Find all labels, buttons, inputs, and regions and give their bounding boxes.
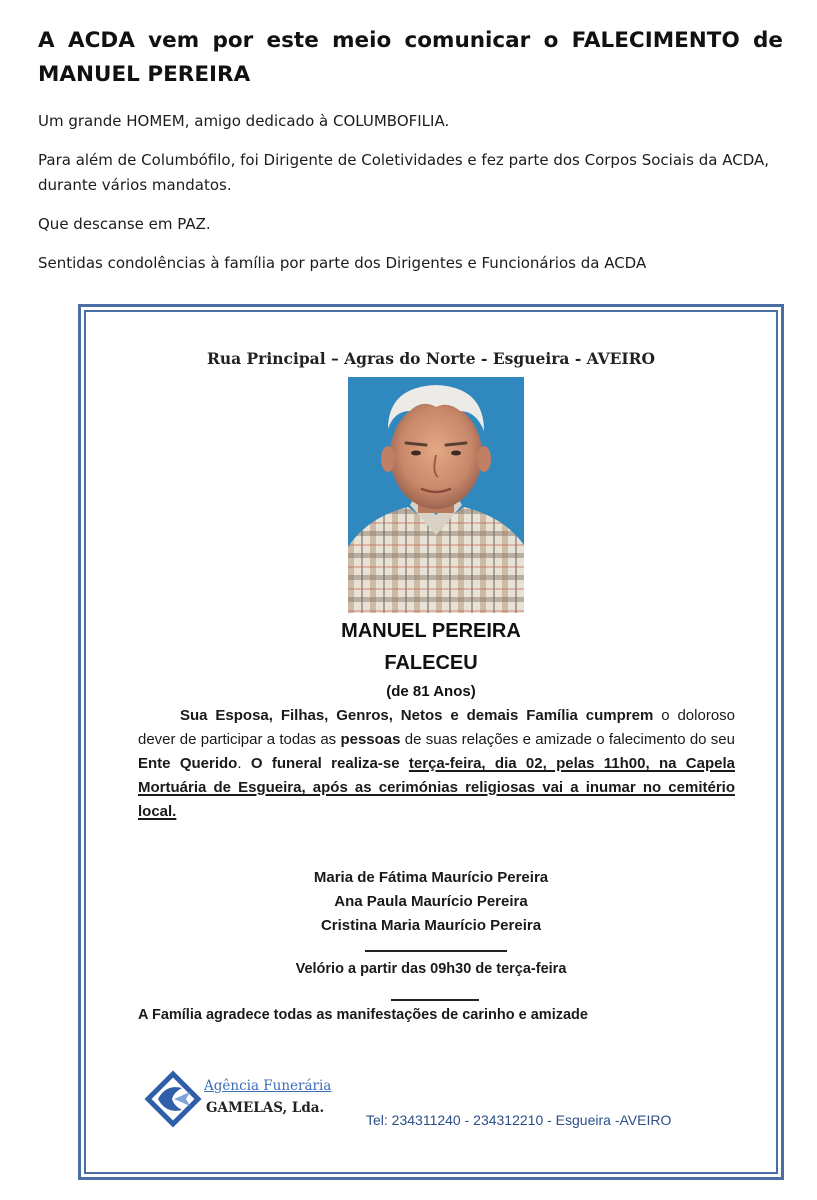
notice-text: de suas relações e amizade o falecimento do seu <box>400 731 735 748</box>
divider <box>365 950 507 952</box>
intro-paragraph: Que descanse em PAZ. <box>38 215 211 233</box>
portrait-photo <box>348 377 524 613</box>
deceased-age: (de 81 Anos) <box>386 683 476 700</box>
announcement-title <box>38 24 783 92</box>
daughter-name: Maria de Fátima Maurício Pereira <box>313 869 549 886</box>
notice-family: Sua Esposa, Filhas, Genros, Netos e demais Família cumprem <box>180 707 654 724</box>
deceased-name: MANUEL PEREIRA <box>341 620 521 642</box>
notice-text: . <box>237 755 251 772</box>
notice-funeral-lead: O funeral realiza-se <box>250 755 409 772</box>
divider <box>391 999 479 1001</box>
daughter-name: Ana Paula Maurício Pereira <box>334 893 528 910</box>
wake-info: Velório a partir das 09h30 de terça-feira <box>295 961 567 977</box>
agency-emblem-icon <box>144 1070 202 1128</box>
funeral-agency-logo <box>144 1070 334 1130</box>
agency-company: GAMELAS, Lda. <box>206 1100 325 1116</box>
notice-loved-one: Ente Querido <box>138 755 238 772</box>
agency-name: Agência Funerária <box>204 1078 332 1094</box>
funeral-notice-text <box>138 704 735 824</box>
notice-funeral-details: terça-feira, dia 02, pelas 11h00, na Capela Mortuária de Esgueira, após as cerimónias religiosas vai a inumar no cemitério local. <box>138 755 735 820</box>
title-line-2: MANUEL PEREIRA <box>38 62 251 87</box>
notice-address: Rua Principal – Agras do Norte - Esgueira - AVEIRO <box>206 349 656 368</box>
daughter-name: Cristina Maria Maurício Pereira <box>320 917 542 934</box>
family-thanks: A Família agradece todas as manifestações de carinho e amizade <box>138 1007 588 1023</box>
intro-paragraph: Um grande HOMEM, amigo dedicado à COLUMBOFILIA. <box>38 112 450 130</box>
obituary-notice-frame <box>78 304 784 1180</box>
title-line-1: A ACDA vem por este meio comunicar o FALECIMENTO de <box>38 28 783 53</box>
notice-text: o doloroso dever de participar a todas as <box>138 707 736 748</box>
intro-paragraph: Para além de Columbófilo, foi Dirigente de Coletividades e fez parte dos Corpos Sociais da ACDA, durante vários mandatos. <box>38 151 770 194</box>
agency-contact: Tel: 234311240 - 234312210 - Esgueira -AVEIRO <box>366 1112 672 1128</box>
deceased-status: FALECEU <box>384 652 478 674</box>
daughters-list <box>86 866 776 938</box>
announcement-intro <box>38 24 783 276</box>
intro-paragraph: Sentidas condolências à família por parte dos Dirigentes e Funcionários da ACDA <box>38 254 647 272</box>
notice-people: pessoas <box>340 731 401 748</box>
obituary-notice <box>84 310 778 1174</box>
